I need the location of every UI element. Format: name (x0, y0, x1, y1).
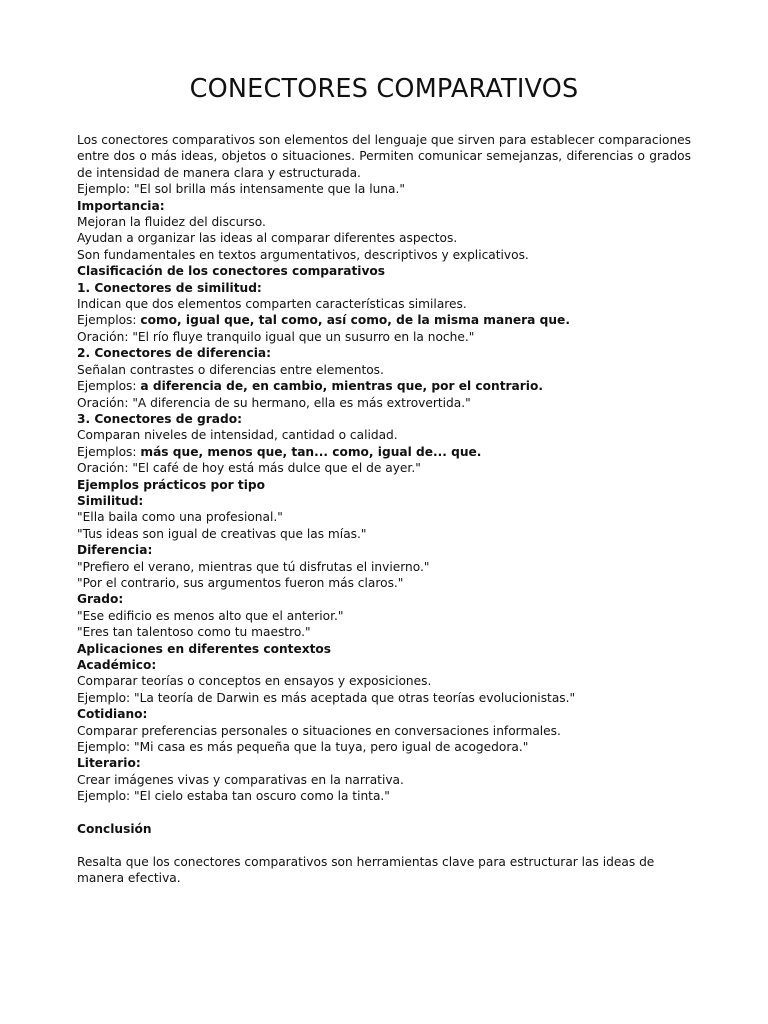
practical-line: "Por el contrario, sus argumentos fueron más claros." (77, 575, 404, 590)
examples-list: a diferencia de, en cambio, mientras que, por el contrario. (140, 379, 543, 394)
practical-heading: Ejemplos prácticos por tipo (77, 477, 265, 492)
document-body (77, 132, 691, 887)
spacer (77, 805, 691, 821)
similarity-heading: 1. Conectores de similitud: (77, 280, 262, 295)
difference-heading: 2. Conectores de diferencia: (77, 346, 271, 361)
difference-description: Señalan contrastes o diferencias entre elementos. (77, 362, 384, 377)
application-line: Comparar preferencias personales o situaciones en conversaciones informales. (77, 723, 561, 738)
application-group-heading: Académico: (77, 658, 157, 672)
spacer (77, 837, 691, 853)
practical-group-heading: Grado: (77, 592, 124, 607)
page-title: CONECTORES COMPARATIVOS (189, 74, 579, 104)
applications-heading: Aplicaciones en diferentes contextos (77, 641, 332, 656)
practical-line: "Eres tan talentoso como tu maestro." (77, 625, 311, 640)
importance-item: Son fundamentales en textos argumentativos, descriptivos y explicativos. (77, 247, 529, 262)
examples-list: como, igual que, tal como, así como, de la misma manera que. (140, 313, 570, 328)
degree-examples (77, 444, 691, 460)
importance-item: Ayudan a organizar las ideas al comparar diferentes aspectos. (77, 231, 458, 246)
application-line: Ejemplo: "La teoría de Darwin es más aceptada que otras teorías evolucionistas." (77, 690, 576, 705)
practical-group-heading: Similitud: (77, 493, 144, 508)
classification-heading: Clasificación de los conectores comparativos (77, 264, 386, 279)
similarity-examples (77, 312, 691, 328)
difference-examples (77, 378, 691, 394)
difference-sentence: Oración: "A diferencia de su hermano, ella es más extrovertida." (77, 395, 471, 410)
degree-sentence: Oración: "El café de hoy está más dulce que el de ayer." (77, 461, 421, 476)
practical-line: "Ese edificio es menos alto que el anterior." (77, 608, 344, 623)
application-line: Crear imágenes vivas y comparativas en la narrativa. (77, 772, 404, 787)
practical-group-heading: Diferencia: (77, 543, 153, 558)
practical-line: "Tus ideas son igual de creativas que las mías." (77, 526, 367, 541)
practical-line: "Ella baila como una profesional." (77, 510, 283, 525)
importance-item: Mejoran la fluidez del discurso. (77, 215, 266, 230)
conclusion-text: Resalta que los conectores comparativos son herramientas clave para estructurar las ideas de manera efectiva. (77, 854, 655, 886)
conclusion-heading: Conclusión (77, 822, 152, 837)
examples-label: Ejemplos: (77, 313, 141, 328)
practical-line: "Prefiero el verano, mientras que tú disfrutas el invierno." (77, 559, 430, 574)
intro-paragraph: Los conectores comparativos son elementos del lenguaje que sirven para establecer comparaciones entre dos o más ideas, objetos o situaciones. Permiten comunicar semejanzas, diferencias o grados de intensidad de manera clara y estructurada. (77, 133, 692, 180)
application-line: Comparar teorías o conceptos en ensayos y exposiciones. (77, 674, 432, 689)
importance-heading: Importancia: (77, 198, 165, 213)
similarity-sentence: Oración: "El río fluye tranquilo igual que un susurro en la noche." (77, 329, 475, 344)
application-line: Ejemplo: "Mi casa es más pequeña que la tuya, pero igual de acogedora." (77, 740, 529, 755)
application-group-heading: Cotidiano: (77, 707, 148, 722)
intro-example: Ejemplo: "El sol brilla más intensamente que la luna." (77, 182, 405, 197)
degree-heading: 3. Conectores de grado: (77, 411, 242, 426)
degree-description: Comparan niveles de intensidad, cantidad o calidad. (77, 428, 398, 443)
examples-list: más que, menos que, tan... como, igual de... que. (140, 444, 482, 459)
application-group-heading: Literario: (77, 756, 141, 771)
examples-label: Ejemplos: (77, 444, 141, 459)
similarity-description: Indican que dos elementos comparten características similares. (77, 297, 467, 312)
examples-label: Ejemplos: (77, 379, 141, 394)
application-line: Ejemplo: "El cielo estaba tan oscuro como la tinta." (77, 789, 390, 804)
